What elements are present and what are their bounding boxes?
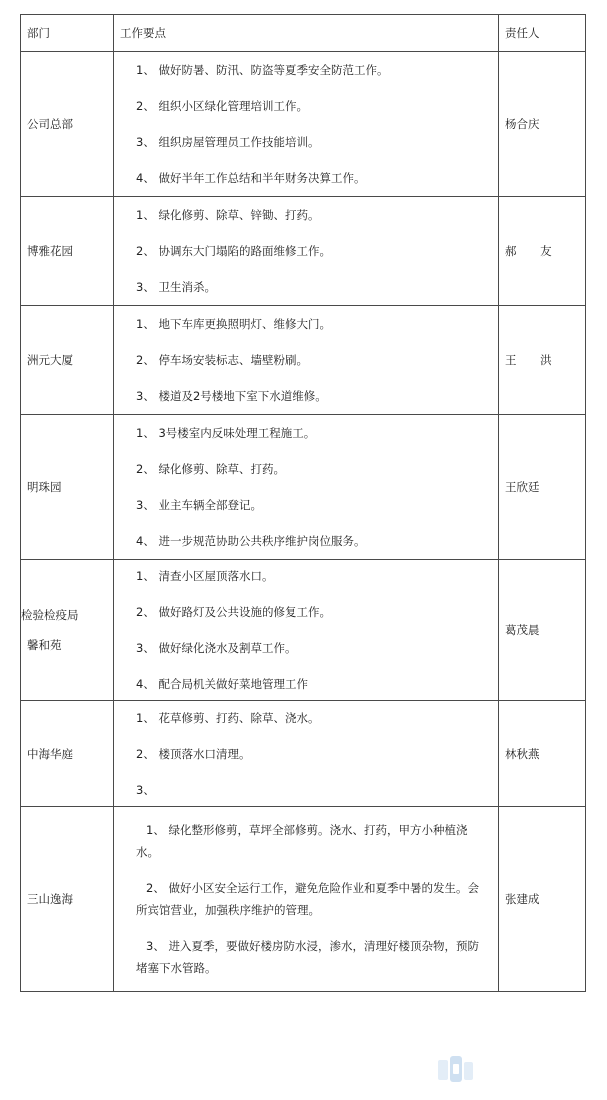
work-item: 2、 做好小区安全运行工作，避免危险作业和夏季中暑的发生。会所宾馆营业，加强秩序维护的管理。 — [136, 881, 479, 917]
header-resp: 责任人 — [499, 15, 586, 52]
work-item: 3、 — [136, 782, 155, 797]
resp-cell: 张建成 — [499, 807, 586, 992]
dept-cell: 三山逸海 — [21, 807, 114, 992]
work-item: 4、 做好半年工作总结和半年财务决算工作。 — [136, 171, 366, 185]
points-cell — [114, 701, 499, 807]
work-item: 4、 进一步规范协助公共秩序维护岗位服务。 — [136, 534, 366, 548]
work-item: 1、 做好防暑、防汛、防盗等夏季安全防范工作。 — [136, 63, 389, 77]
table-row — [21, 52, 586, 197]
work-item: 1、 绿化整形修剪，草坪全部修剪。浇水、打药，甲方小种植浇水。 — [136, 823, 468, 859]
points-cell — [114, 52, 499, 197]
work-item: 2、 做好路灯及公共设施的修复工作。 — [136, 605, 331, 619]
dept-cell: 博雅花园 — [21, 197, 114, 306]
resp-cell: 郝 友 — [499, 197, 586, 306]
work-item: 1、 清查小区屋顶落水口。 — [136, 569, 274, 583]
work-item: 3、 楼道及2号楼地下室下水道维修。 — [136, 389, 327, 403]
work-item: 2、 绿化修剪、除草、打药。 — [136, 462, 285, 476]
resp-cell: 王欣廷 — [499, 415, 586, 560]
work-item: 2、 协调东大门塌陷的路面维修工作。 — [136, 244, 331, 258]
dept-cell: 公司总部 — [21, 52, 114, 197]
dept-cell: 中海华庭 — [21, 701, 114, 807]
work-plan-table — [20, 14, 586, 992]
table-row — [21, 197, 586, 306]
header-points: 工作要点 — [114, 15, 499, 52]
table-row — [21, 415, 586, 560]
work-item: 3、 卫生消杀。 — [136, 280, 216, 294]
work-item: 3、 业主车辆全部登记。 — [136, 498, 262, 512]
points-cell — [114, 560, 499, 701]
table-row — [21, 306, 586, 415]
header-row — [21, 15, 586, 52]
work-item: 2、 停车场安装标志、墙壁粉刷。 — [136, 353, 308, 367]
work-item: 2、 组织小区绿化管理培训工作。 — [136, 99, 308, 113]
work-item: 3、 做好绿化浇水及割草工作。 — [136, 641, 297, 655]
work-item: 3、 进入夏季，要做好楼房防水浸，渗水，清理好楼顶杂物，预防堵塞下水管路。 — [136, 939, 479, 975]
dept-line: 检验检疫局 — [21, 608, 79, 622]
points-cell — [114, 306, 499, 415]
table-row — [21, 560, 586, 701]
points-cell — [114, 415, 499, 560]
work-item: 1、 花草修剪、打药、除草、浇水。 — [136, 710, 320, 725]
work-item: 4、 配合局机关做好菜地管理工作 — [136, 677, 308, 691]
resp-cell: 葛茂晨 — [499, 560, 586, 701]
resp-cell: 王 洪 — [499, 306, 586, 415]
work-item: 3、 组织房屋管理员工作技能培训。 — [136, 135, 320, 149]
work-item: 1、 3号楼室内反味处理工程施工。 — [136, 426, 316, 440]
resp-cell: 杨合庆 — [499, 52, 586, 197]
work-item: 1、 地下车库更换照明灯、维修大门。 — [136, 317, 331, 331]
points-cell — [114, 197, 499, 306]
dept-cell: 明珠园 — [21, 415, 114, 560]
points-cell — [114, 807, 499, 992]
resp-cell: 林秋燕 — [499, 701, 586, 807]
watermark-icon — [435, 1054, 477, 1086]
dept-cell — [21, 560, 114, 701]
work-item: 1、 绿化修剪、除草、锌锄、打药。 — [136, 208, 320, 222]
header-dept: 部门 — [21, 15, 114, 52]
table-row — [21, 807, 586, 992]
dept-cell: 洲元大厦 — [21, 306, 114, 415]
blurred-logo-watermark-icon — [435, 1054, 477, 1086]
work-item: 2、 楼顶落水口清理。 — [136, 746, 251, 761]
dept-line: 馨和苑 — [27, 638, 62, 652]
table-row — [21, 701, 586, 807]
